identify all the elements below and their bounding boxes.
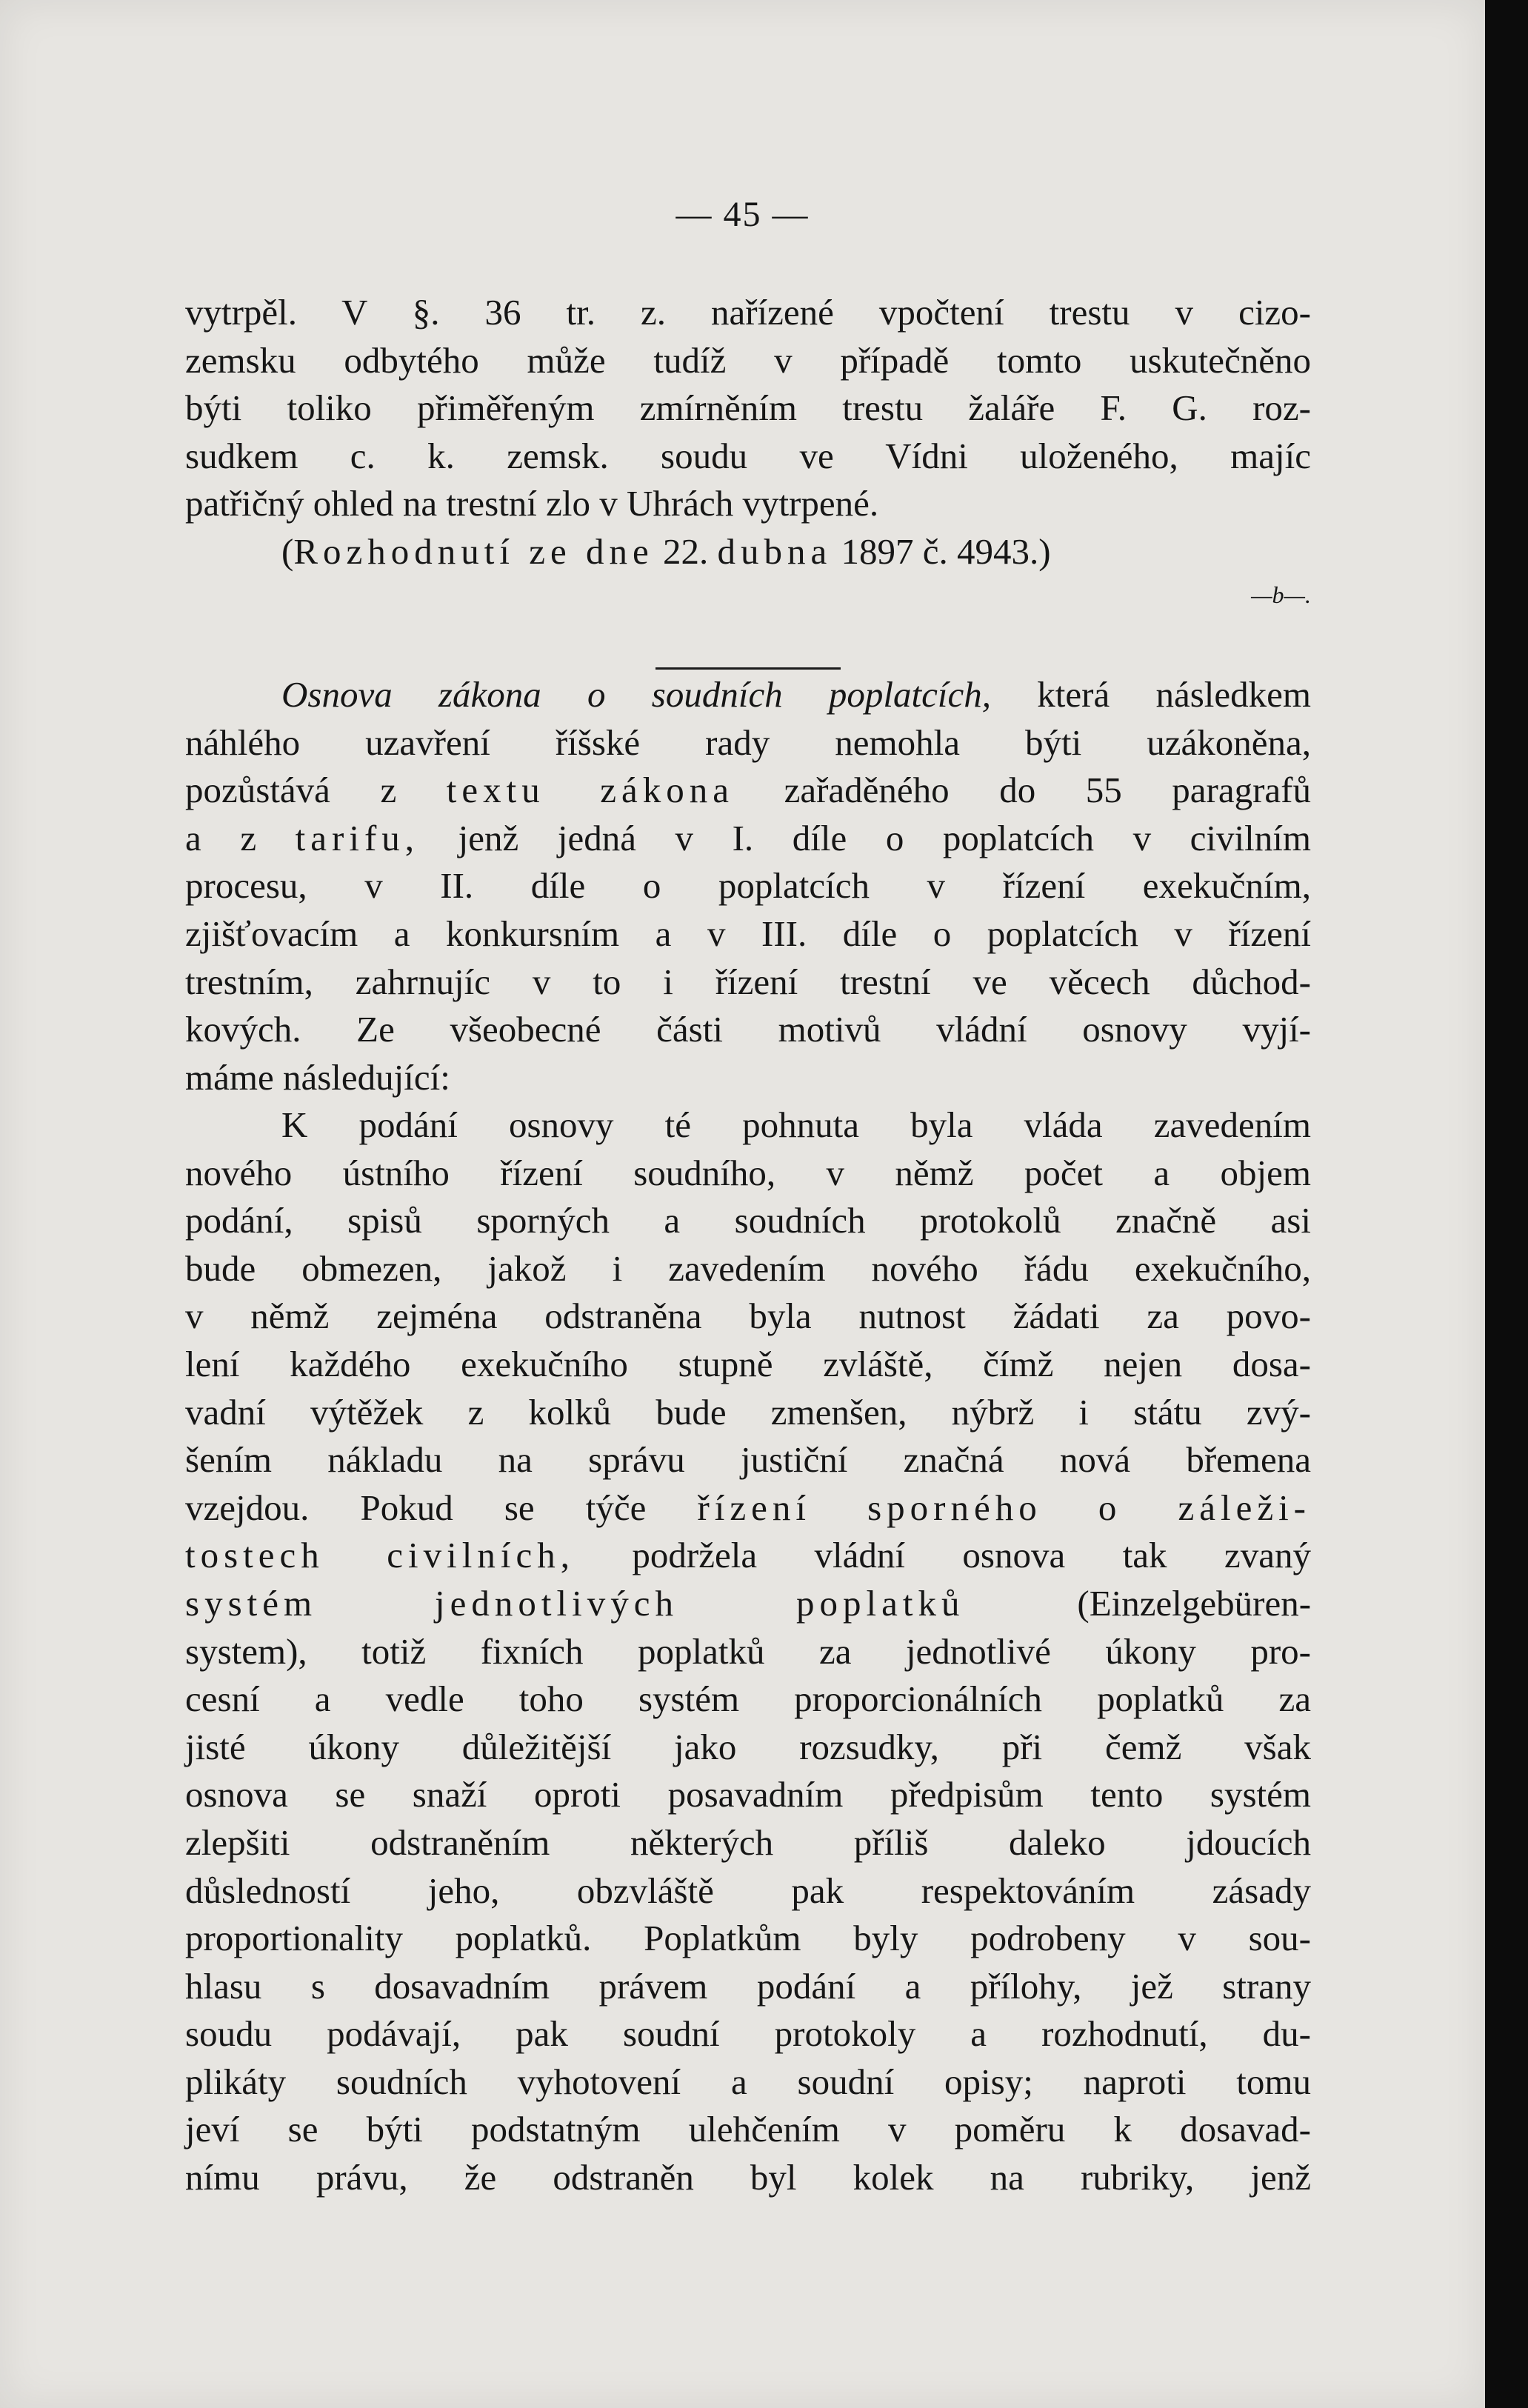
- text-line: nímu právu, že odstraněn byl kolek na rubriky, jenž: [185, 2157, 1311, 2198]
- text-line: zemsku odbytého může tudíž v případě tomto uskutečněno: [185, 339, 1311, 381]
- author-signature: —b—.: [1251, 581, 1311, 608]
- text-line: důsledností jeho, obzvláště pak respektováním zásady: [185, 1870, 1311, 1911]
- text-line: zlepšiti odstraněním některých příliš daleko jdoucích: [185, 1821, 1311, 1863]
- text-line: náhlého uzavření říšské rady nemohla býti uzákoněna,: [185, 721, 1311, 763]
- section-divider: [655, 667, 841, 670]
- text-line: lení každého exekučního stupně zvláště, čímž nejen dosa-: [185, 1343, 1311, 1384]
- text-line: podání, spisů sporných a soudních protokolů značně asi: [185, 1200, 1311, 1241]
- text-line: šením nákladu na správu justiční značná nová břemena: [185, 1439, 1311, 1481]
- paragraph-bill-intro: [185, 671, 1311, 1101]
- page-edge-shadow: [1485, 0, 1528, 2408]
- text-line: patřičný ohled na trestní zlo v Uhrách vytrpené.: [185, 483, 879, 524]
- text-line: K podání osnovy té pohnuta byla vláda zavedením: [281, 1104, 1311, 1145]
- decision-citation: [185, 528, 1311, 576]
- decision-rest: 1897 č. 4943.): [832, 530, 1051, 572]
- text-line: zjišťovacím a konkursním a v III. díle o poplatcích v řízení: [185, 913, 1311, 954]
- paragraph-motives: [185, 1101, 1311, 2202]
- text-line: jisté úkony důležitější jako rozsudky, při čemž však: [185, 1726, 1311, 1767]
- text-line: system), totiž fixních poplatků za jednotlivé úkony pro-: [185, 1630, 1311, 1672]
- text-line: býti toliko přiměřeným zmírněním trestu žaláře F. G. roz-: [185, 387, 1311, 429]
- text-line: soudu podávají, pak soudní protokoly a rozhodnutí, du-: [185, 2013, 1311, 2055]
- emphasis-text: tostech civilních,: [185, 1535, 575, 1576]
- text-line: nového ústního řízení soudního, v němž počet a objem: [185, 1152, 1311, 1193]
- text-line: systém jednotlivých poplatků (Einzelgebüren-: [185, 1582, 1312, 1624]
- text-line: hlasu s dosavadním právem podání a přílohy, jež strany: [185, 1965, 1311, 2007]
- bill-title: Osnova zákona o soudních poplatcích,: [281, 674, 992, 715]
- signature-block: [185, 576, 1311, 606]
- text-line: máme následující:: [185, 1056, 450, 1098]
- decision-open: (: [281, 530, 294, 572]
- text-line: vzejdou. Pokud se týče řízení sporného o záleži-: [185, 1487, 1311, 1528]
- text-line: vadní výtěžek z kolků bude zmenšen, nýbrž i státu zvý-: [185, 1391, 1311, 1433]
- text-line: osnova se snaží oproti posavadním předpisům tento systém: [185, 1774, 1311, 1815]
- decision-date-prefix: 22.: [653, 530, 718, 572]
- emphasis-text: systém jednotlivých poplatků: [185, 1582, 965, 1624]
- text-line: v němž zejména odstraněna byla nutnost žádati za povo-: [185, 1295, 1311, 1337]
- text-line: sudkem c. k. zemsk. soudu ve Vídni uloženého, majíc: [185, 435, 1311, 476]
- emphasis-text: řízení sporného o záleži-: [697, 1487, 1311, 1528]
- text-line: jeví se býti podstatným ulehčením v poměru k dosavad-: [185, 2109, 1311, 2150]
- text-line: pozůstává z textu zákona zařaděného do 55 paragrafů: [185, 770, 1311, 811]
- text-line: tostech civilních, podržela vládní osnova tak zvaný: [185, 1535, 1311, 1576]
- text-line: a z tarifu, jenž jedná v I. díle o poplatcích v civilním: [185, 817, 1311, 858]
- emphasis-text: tarifu,: [295, 817, 420, 858]
- text-line: Osnova zákona o soudních poplatcích, která následkem: [281, 674, 1311, 715]
- text-line: bude obmezen, jakož i zavedením nového řádu exekučního,: [185, 1247, 1311, 1289]
- text-line: trestním, zahrnujíc v to i řízení trestní ve věcech důchod-: [185, 961, 1311, 1002]
- decision-month: dubna: [717, 530, 833, 572]
- text-line: proportionality poplatků. Poplatkům byly podrobeny v sou-: [185, 1918, 1311, 1959]
- text-line: procesu, v II. díle o poplatcích v řízení exekučním,: [185, 865, 1311, 907]
- emphasis-text: textu zákona: [446, 770, 735, 811]
- text-line: kových. Ze všeobecné části motivů vládní osnovy vyjí-: [185, 1009, 1311, 1050]
- decision-label: Rozhodnutí ze dne: [293, 530, 654, 572]
- page-number: — 45 —: [675, 195, 810, 234]
- text-line: plikáty soudních vyhotovení a soudní opisy; naproti tomu: [185, 2061, 1311, 2102]
- paragraph-continuation: [185, 289, 1311, 576]
- text-line: vytrpěl. V §. 36 tr. z. nařízené vpočtení trestu v cizo-: [185, 292, 1311, 333]
- text-line: cesní a vedle toho systém proporcionálních poplatků za: [185, 1678, 1311, 1720]
